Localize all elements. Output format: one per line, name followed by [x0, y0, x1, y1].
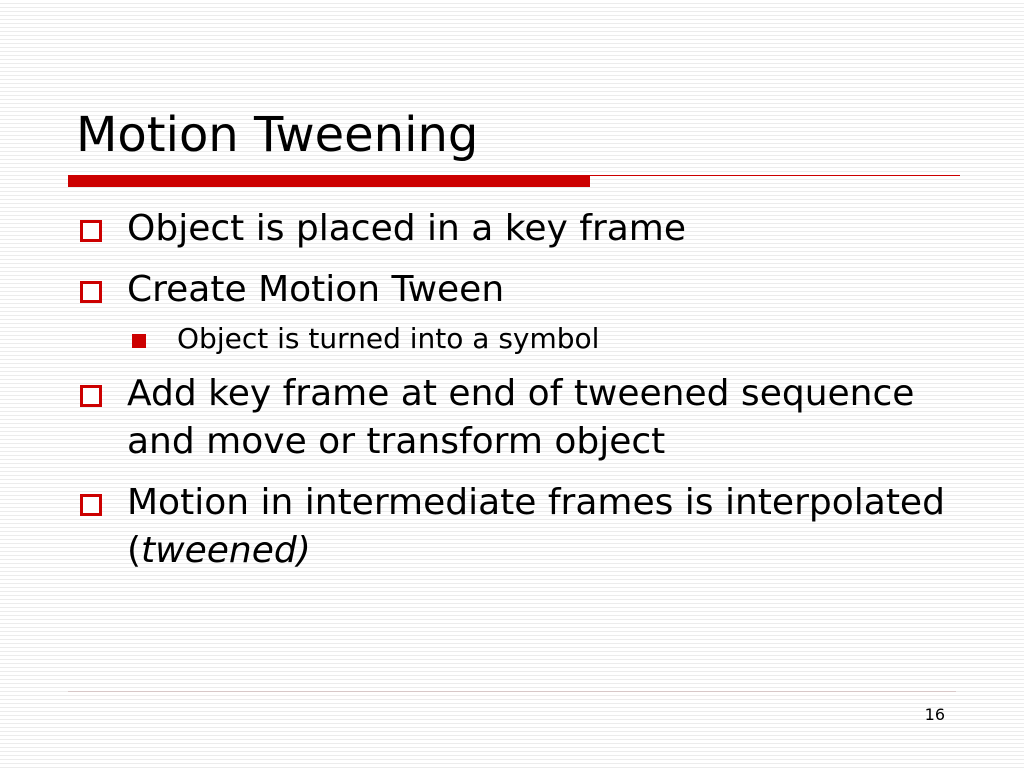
bullet-list	[76, 205, 956, 588]
title-underline-thick	[68, 175, 590, 187]
filled-square-icon	[132, 334, 146, 348]
bullet-item	[76, 370, 956, 466]
bullet-item	[76, 479, 956, 575]
footer-divider	[68, 691, 956, 692]
hollow-square-icon	[80, 220, 102, 242]
bullet-item	[76, 205, 956, 253]
bullet-text-italic: tweened)	[141, 530, 311, 571]
hollow-square-icon	[80, 385, 102, 407]
bullet-text: Object is placed in a key frame	[127, 208, 687, 249]
bullet-text: Motion in intermediate frames is interpolated (	[127, 482, 945, 571]
sub-bullet-text: Object is turned into a symbol	[177, 322, 600, 355]
hollow-square-icon	[80, 494, 102, 516]
sub-bullet-item	[76, 321, 956, 357]
title-underline-thin	[590, 175, 960, 176]
bullet-text: Create Motion Tween	[127, 269, 505, 310]
hollow-square-icon	[80, 281, 102, 303]
slide-title: Motion Tweening	[76, 107, 479, 163]
bullet-item	[76, 266, 956, 314]
bullet-text: Add key frame at end of tweened sequence and move or transform object	[127, 373, 915, 462]
page-number: 16	[924, 705, 945, 724]
